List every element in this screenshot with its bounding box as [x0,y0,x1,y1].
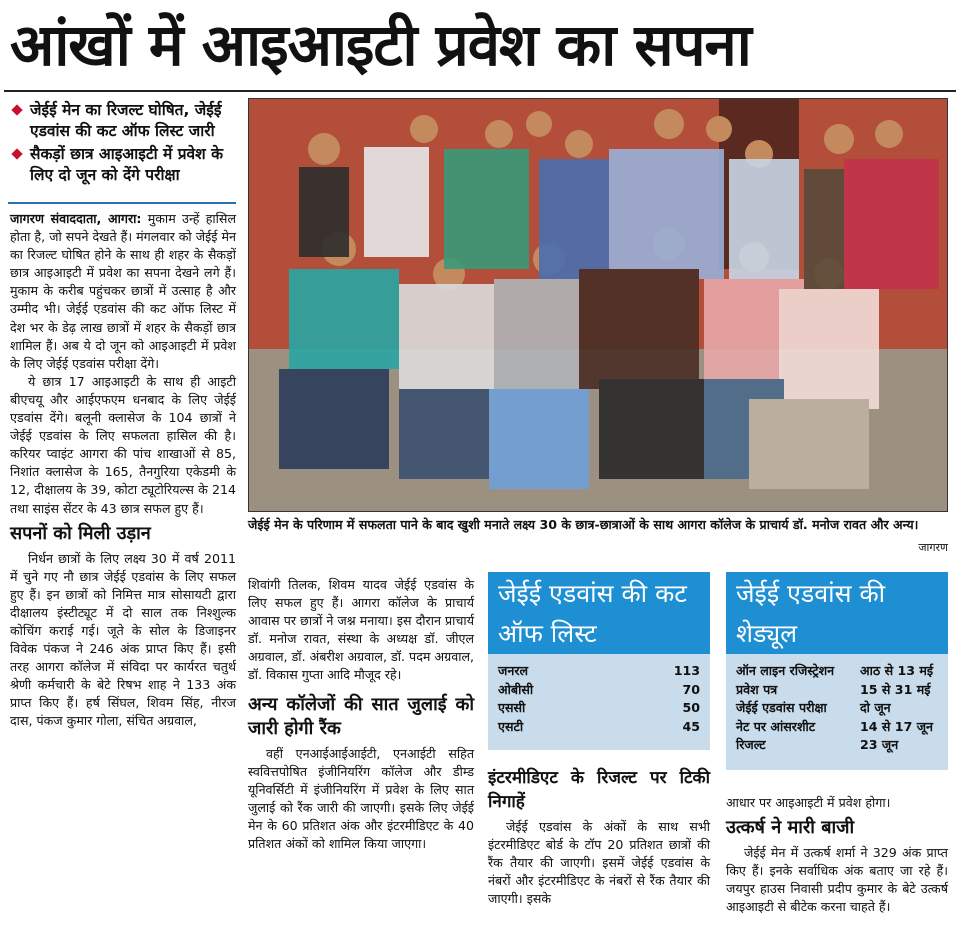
cutoff-row [498,718,700,737]
schedule-label: रिजल्ट [736,737,766,752]
cutoff-row [498,699,700,718]
right-column [726,794,948,916]
left-column [10,210,236,731]
photo-caption: जेईई मेन के परिणाम में सफलता पाने के बाद खुशी मनाते लक्ष्य 30 के छात्र-छात्राओं के साथ आगरा कॉलेज के प्राचार्य डॉ. मनोज रावत और अन्य। [248,517,919,532]
cutoff-value: 70 [682,681,700,697]
cutoff-value: 113 [673,663,700,678]
subheading-intermediate: इंटरमीडिएट के रिजल्ट पर टिकी निगाहें [488,768,710,812]
middle-column [248,576,474,853]
cutoff-box-title: जेईई एडवांस की कट ऑफ लिस्ट [488,572,710,654]
cutoff-row [498,662,700,681]
schedule-date: आठ से 13 मई [860,663,934,678]
subheading-other-colleges: अन्य कॉलेजों की सात जुलाई को जारी होगी रैंक [248,693,474,739]
schedule-label: नेट पर आंसरशीट [736,718,816,734]
lead-text: मुकाम उन्हें हासिल होता है, जो सपने देखते हैं। मंगलवार को जेईई मेन का रिजल्ट घोषित होने के साथ ही शहर के सैकड़ों छात्र आइआइटी में प्रवेश का सपना देखने लगे हैं। मुकाम के करीब पहुंचकर छात्रों में उत्साह है और उम्मीद भी। जेईई एडवांस की कट ऑफ लिस्ट में देश भर के डेढ़ लाख छात्रों में शहर के सैकड़ों छात्र शामिल हैं। अब ये दो जून को आइआइटी में प्रवेश के लिए जेईई एडवांस परीक्षा देंगे। [10,211,236,371]
schedule-label: प्रवेश पत्र [736,681,778,697]
category-label: एसटी [498,718,524,734]
body-paragraph: ये छात्र 17 आइआइटी के साथ ही आइटी बीएचयू और आईएफएम धनबाद के लिए जेईई एडवांस देंगे। बलूनी क्लासेज के 104 छात्रों ने जेईई एडवांस के लिए सफलता हासिल की है। करियर प्वाइंट आगरा की पांच शाखाओं से 85, निशांत क्लासेज के 165, तैनगुरिया एकेडमी के 12, दीक्षालय के 39, कोटा ट्यूटोरियल्स के 214 तथा साइंस सेंटर के 43 छात्र सफल हुए हैं। [10,373,236,516]
schedule-label: ऑन लाइन रजिस्ट्रेशन [736,663,835,678]
highlights-rule [8,202,236,204]
body-paragraph: जेईई एडवांस के अंकों के साथ सभी इंटरमीडिएट बोर्ड के टॉप 20 प्रतिशत छात्रों की रैंक तैयार की जाएगी। इसमें जेईई एडवांस के नंबरों और इंटरमीडिएट के नंबरों से रैंक तैयार की जाएगी। इसके [488,819,710,907]
body-paragraph: जेईई मेन में उत्कर्ष शर्मा ने 329 अंक प्राप्त किए हैं। इनके सर्वाधिक अंक बताए जा रहे हैं। जयपुर हाउस निवासी प्रदीप कुमार के बेटे उत्कर्ष आइआइटी से बीटेक करना चाहते हैं। [726,845,948,915]
body-paragraph: वहीं एनआईआईआईटी, एनआईटी सहित स्ववित्तपोषित इंजीनियरिंग कॉलेज और डीम्ड यूनिवर्सिटी में इंजीनियरिंग में प्रवेश के लिए सात जुलाई को रैंक जारी की जाएगी। इसके लिए जेईई मेन के 60 प्रतिशत अंक और इंटरमीडिएट के 40 प्रतिशत अंकों को शामिल किया जाएगा। [248,745,474,852]
schedule-row [736,662,938,681]
schedule-box [726,654,948,770]
category-label: ओबीसी [498,681,534,697]
cutoff-value: 50 [682,700,700,715]
intermediate-column [488,762,710,908]
category-label: जनरल [498,663,529,678]
body-paragraph: शिवांगी तिलक, शिवम यादव जेईई एडवांस के लिए सफल हुए हैं। आगरा कॉलेज के प्राचार्य आवास पर छात्रों ने जश्न मनाया। इस दौरान प्राचार्य डॉ. मनोज रावत, संस्था के अध्यक्ष डॉ. जीएल अग्रवाल, डॉ. अंबरीश अग्रवाल, डॉ. पदम अग्रवाल, डॉ. विकास गुप्ता आदि मौजूद रहे। [248,577,474,683]
highlight-item: सैकड़ों छात्र आइआइटी में प्रवेश के लिए दो जून को देंगे परीक्षा [10,144,236,186]
schedule-row [736,736,938,755]
photo-credit: जागरण [918,541,948,554]
body-paragraph: आधार पर आइआइटी में प्रवेश होगा। [726,795,891,810]
schedule-row [736,718,938,737]
schedule-date: 23 जून [860,737,899,752]
lead-paragraph [10,210,236,373]
group-photo [248,98,948,512]
cutoff-box [488,654,710,750]
schedule-row [736,699,938,718]
body-paragraph: निर्धन छात्रों के लिए लक्ष्य 30 में वर्ष 2011 में चुने गए नौ छात्र जेईई एडवांस के लिए सफल हुए हैं। इन छात्रों को निमित्त मात्र सोसायटी द्वारा दीक्षालय इंस्टीट्यूट में दो साल तक निश्शुल्क कोचिंग कराई गई। जूते के सोल के डिजाइनर विवेक पंकज ने 246 अंक प्राप्त किए हैं। इसी तरह आगरा कॉलेज में संविदा पर कार्यरत चतुर्थ श्रेणी कर्मचारी के बेटे रिषभ शाह ने 133 अंक प्राप्त किए हैं। हर्ष सिंघल, शिवम सिंह, नीरज दास, पंकज कुमार गोला, संचित अग्रवाल, [10,550,236,729]
dateline: जागरण संवाददाता, आगरा: [10,211,142,226]
subheading-utkarsh: उत्कर्ष ने मारी बाजी [726,817,855,839]
schedule-box-title: जेईई एडवांस की शेड्यूल [726,572,948,654]
headline: आंखों में आइआइटी प्रवेश का सपना [10,11,751,79]
schedule-date: 15 से 31 मई [860,681,931,697]
subheading-dreams: सपनों को मिली उड़ान [10,522,151,544]
cutoff-row [498,681,700,700]
group-photo-illustration [249,99,948,512]
schedule-label: जेईई एडवांस परीक्षा [736,700,827,715]
schedule-date: 14 से 17 जून [860,718,934,734]
top-rule [4,90,956,92]
schedule-date: दो जून [860,700,891,715]
highlight-item: जेईई मेन का रिजल्ट घोषित, जेईई एडवांस की कट ऑफ लिस्ट जारी [10,100,236,142]
category-label: एससी [498,700,526,715]
highlights [10,100,236,188]
cutoff-value: 45 [682,718,700,734]
schedule-row [736,681,938,700]
